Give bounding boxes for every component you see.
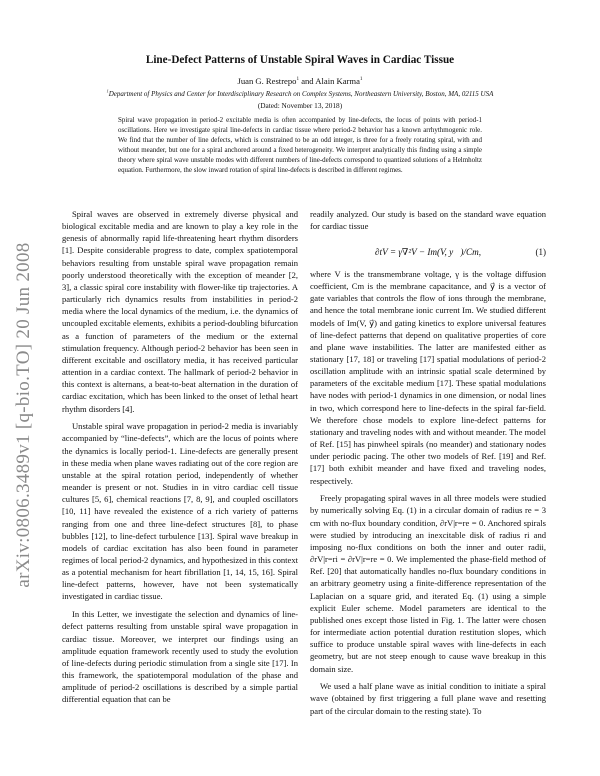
arxiv-stamp-text: arXiv:0806.3489v1 [q-bio.TO] 20 Jun 2008: [13, 242, 34, 588]
author-2-sup: 1: [359, 76, 363, 83]
left-column: [62, 208, 298, 711]
paper-title: Line-Defect Patterns of Unstable Spiral Waves in Cardiac Tissue: [145, 54, 455, 66]
date-line: (Dated: November 13, 2018): [257, 101, 343, 110]
authors-and: and: [299, 76, 316, 86]
affiliation: [40, 90, 560, 98]
right-paragraph-2: where V is the transmembrane voltage, γ is the voltage diffusion coefficient, Cm is the membrane capacitance, and y⃗ is a vector of gate variables that controls the flow of ions through the membrane, and hence the total membrane ionic current Im. We studied different models of Im(V, y⃗) and gating kinetics to explore universal features of line-defect patterns that depend on qualitative properties of core and plane wave instabilities. The latter are manifested either as stationary [17, 18] or traveling [17] spatial modulations of period-2 oscillation amplitude with an intrinsic spatial scale determined by parameters of the excitable medium [17]. These spatial modulations have nodes with period-1 dynamics in one dimension, or nodal lines in two, which correspond here to line-defects in the spiral far-field. We therefore chose models to explore line-defect patterns for stationary and traveling nodes with and without meander. The model of Ref. [15] has pinwheel spirals (no meander) and stationary nodes under periodic pacing. The other two models of Ref. [19] and Ref. [17] both exhibit meander and have fixed and traveling nodes, respectively.: [310, 268, 546, 486]
right-paragraph-1: readily analyzed. Our study is based on the standard wave equation for cardiac tissue: [310, 209, 546, 232]
author-2: Alain Karma: [315, 76, 360, 86]
author-1: Juan G. Restrepo: [237, 76, 297, 86]
right-column: [310, 208, 546, 722]
left-paragraph-3: In this Letter, we investigate the selection and dynamics of line-defect patterns resulting from unstable spiral wave propagation in cardiac tissue. Moreover, we interpret our findings using an amplitude equation framework recently used to study the evolution of line-defects during periodic stimulation from a single site [17]. In this framework, the spatiotemporal modulation of the phase and amplitude of period-2 oscillations is described by a simple partial differential equation that can be: [62, 609, 298, 705]
abstract: Spiral wave propagation in period-2 excitable media is often accompanied by line-defects, the locus of points with period-1 oscillations. Here we investigate spiral line-defects in cardiac tissue where period-2 behavior has a known arrhythmogenic role. We find that the number of line defects, which is constrained to be an odd integer, is three for a freely rotating spiral, with and without meander, but one for a spiral anchored around a fixed heterogeneity. We interpret analytically this finding using a simple theory where spiral wave unstable modes with different numbers of line-defects correspond to quantized solutions of a Helmholtz equation. Furthermore, the slow inward rotation of spiral line-defects is described in different regimes.: [118, 116, 482, 175]
affiliation-text: Department of Physics and Center for Interdisciplinary Research on Complex Systems, Northeastern University, Boston, MA, 02115 USA: [108, 90, 494, 98]
authors: [60, 76, 540, 86]
affiliation-sup: 1: [106, 88, 109, 94]
right-paragraph-3: Freely propagating spiral waves in all three models were studied by numerically solving Eq. (1) in a circular domain of radius re = 3 cm with no-flux boundary condition, ∂rV|r=re = 0. Anchored spirals were studied by introducing an inexcitable disk of radius ri and imposing no-flux conditions on both the inner and outer radii, ∂rV|r=ri = ∂rV|r=re = 0. We implemented the phase-field method of Ref. [20] that automatically handles no-flux boundary conditions in an arbitrary geometry using a finite-difference representation of the Laplacian on a square grid, and iterated Eq. (1) using a simple explicit Euler scheme. Model parameters are identical to the published ones except those listed in Fig. 1. The latter were chosen for intermediate action potential duration restitution slopes, which suffice to produce unstable spiral waves with line-defects in each geometry, but are not steep enough to cause wave breakup in this domain size.: [310, 493, 546, 674]
equation-1-expression: ∂tV = γ∇²V − Im(V, y⃗)/Cm,: [374, 246, 482, 257]
arxiv-stamp: [8, 180, 40, 650]
author-1-sup: 1: [296, 76, 300, 83]
equation-1-number: (1): [535, 246, 546, 257]
left-paragraph-2: Unstable spiral wave propagation in period-2 media is invariably accompanied by “line-defects”, which are the locus of points where the dynamics is locally period-1. Line-defects are generally present in these media when plane waves radiating out of the core region are unstable at the spiral rotation period, independently of whether meander is present or not. Studies in in vitro cardiac cell tissue cultures [5, 6], chemical reactions [7, 8, 9], and coupled oscillators [10, 11] have revealed the existence of a rich variety of patterns ranging from one and three line-defect structures [8], to phase bubbles [12], to line-defect turbulence [13]. Spiral wave breakup in models of cardiac excitation has also been found in parameter regimes of local period-2 dynamics, and hypothesized in this context as a potential mechanism for heart fibrillation [1, 14, 15, 16]. Spiral line-defect patterns, however, have not been systematically investigated in cardiac tissue.: [62, 421, 298, 602]
right-paragraph-4: We used a half plane wave as initial condition to initiate a spiral wave (obtained by first triggering a full plane wave and resetting part of the circular domain to the resting state). To: [310, 681, 546, 716]
equation-1: [310, 238, 546, 266]
left-paragraph-1: Spiral waves are observed in extremely diverse physical and biological excitable media and are known to play a key role in the genesis of abnormally rapid life-threatening heart rhythm disorders [1]. Despite considerable progress to date, complex spatiotemporal behaviors resulting from unstable spiral wave propagation remain poorly understood theoretically with the exception of meander [2, 3], a classic spiral core instability with flower-like tip trajectories. A particularly rich dynamics results from instabilities in period-2 media where the local dynamics of the medium, i.e. the dynamics of uncoupled excitable elements, exhibits a period-doubling bifurcation as a function of parameters of the medium or the external stimulation frequency. Although period-2 behavior has been seen in different excitable and oscillatory media, it has received particular attention in a cardiac context. The hallmark of period-2 behavior in this context is alternans, a beat-to-beat alternation in the duration of cardiac excitation, which has been linked to the onset of lethal heart rhythm disorders [4].: [62, 209, 298, 414]
